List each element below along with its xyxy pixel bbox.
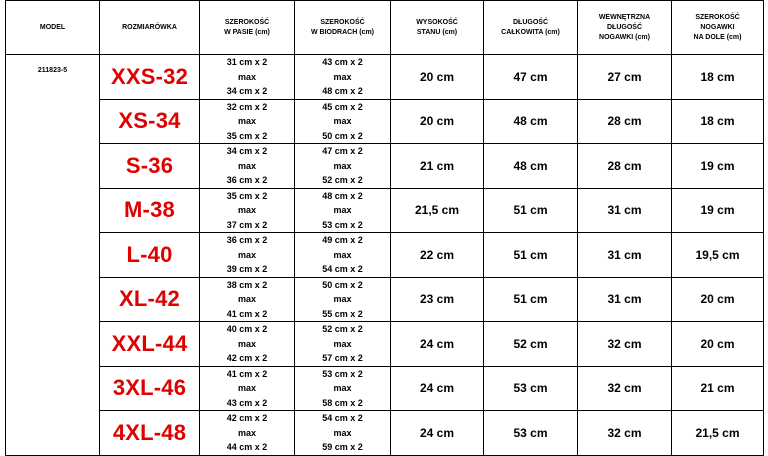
waist-cell xyxy=(200,233,295,278)
table-row xyxy=(6,144,764,189)
length-cell xyxy=(484,233,578,278)
inseam-value: 32 cm xyxy=(607,336,642,351)
hips-min: 52 cm x 2 xyxy=(322,324,363,334)
leg-opening-cell xyxy=(672,277,764,322)
header-line: STANU (cm) xyxy=(416,28,458,36)
table-row xyxy=(6,188,764,233)
inseam-cell xyxy=(578,366,672,411)
size-table-body xyxy=(6,55,764,456)
waist-max: 42 cm x 2 xyxy=(226,353,268,363)
rise-value: 21 cm xyxy=(419,158,455,173)
leg-opening-value: 19 cm xyxy=(700,158,735,173)
waist-sep: max xyxy=(237,427,256,438)
waist-sep: max xyxy=(237,294,256,304)
size-label: XL-42 xyxy=(119,286,180,312)
header-line: NOGAWKI (cm) xyxy=(599,33,650,41)
length-cell xyxy=(484,144,578,189)
hips-max: 53 cm x 2 xyxy=(322,219,363,230)
leg-opening-value: 20 cm xyxy=(700,292,735,307)
size-cell xyxy=(100,277,200,322)
rise-cell xyxy=(391,411,484,456)
header-row xyxy=(6,1,764,55)
header-model xyxy=(6,1,100,55)
hips-cell xyxy=(295,277,391,322)
waist-sep: max xyxy=(237,116,256,126)
size-cell xyxy=(100,366,200,411)
leg-opening-cell xyxy=(672,144,764,189)
header-size-label: ROZMIARÓWKA xyxy=(122,23,177,31)
leg-opening-cell xyxy=(672,366,764,411)
waist-cell xyxy=(200,188,295,233)
waist-max: 44 cm x 2 xyxy=(226,442,268,452)
size-label: XXS-32 xyxy=(110,63,189,89)
size-cell xyxy=(100,233,200,278)
size-label: 3XL-46 xyxy=(112,375,187,401)
header-line: NA DOLE (cm) xyxy=(693,33,742,41)
header-line: W BIODRACH (cm) xyxy=(311,28,374,36)
hips-max: 48 cm x 2 xyxy=(322,86,363,96)
length-cell xyxy=(484,411,578,456)
rise-value: 24 cm xyxy=(419,381,455,396)
rise-value: 24 cm xyxy=(419,336,455,351)
waist-max: 34 cm x 2 xyxy=(226,86,268,96)
length-cell xyxy=(484,322,578,367)
hips-cell xyxy=(295,411,391,456)
header-rise xyxy=(391,1,484,55)
waist-sep: max xyxy=(237,71,256,82)
header-size xyxy=(100,1,200,55)
rise-value: 22 cm xyxy=(419,247,455,262)
hips-sep: max xyxy=(333,116,352,126)
inseam-cell xyxy=(578,144,672,189)
hips-min: 45 cm x 2 xyxy=(322,101,363,112)
hips-sep: max xyxy=(333,294,352,304)
waist-sep: max xyxy=(237,205,256,215)
length-value: 48 cm xyxy=(513,158,548,173)
leg-opening-value: 20 cm xyxy=(700,336,735,351)
table-row xyxy=(6,366,764,411)
header-line: WYSOKOŚĆ xyxy=(416,18,458,26)
hips-cell xyxy=(295,99,391,144)
waist-sep: max xyxy=(237,249,256,260)
leg-opening-cell xyxy=(672,411,764,456)
leg-opening-cell xyxy=(672,188,764,233)
header-model-label: MODEL xyxy=(39,23,66,31)
size-label: XXL-44 xyxy=(111,330,188,356)
size-cell xyxy=(100,411,200,456)
inseam-cell xyxy=(578,233,672,278)
size-table xyxy=(5,0,764,456)
size-cell xyxy=(100,55,200,100)
hips-sep: max xyxy=(333,160,352,171)
hips-max: 50 cm x 2 xyxy=(322,130,363,141)
waist-min: 42 cm x 2 xyxy=(226,413,268,423)
rise-value: 23 cm xyxy=(419,292,455,307)
model-cell xyxy=(6,55,100,456)
waist-sep: max xyxy=(237,160,256,171)
leg-opening-cell xyxy=(672,322,764,367)
waist-max: 39 cm x 2 xyxy=(226,264,268,274)
rise-cell xyxy=(391,144,484,189)
hips-min: 47 cm x 2 xyxy=(322,146,363,156)
waist-cell xyxy=(200,411,295,456)
leg-opening-cell xyxy=(672,55,764,100)
hips-max: 59 cm x 2 xyxy=(322,442,363,452)
header-line: DŁUGOŚĆ xyxy=(607,23,642,31)
rise-cell xyxy=(391,99,484,144)
header-line: SZEROKOŚĆ xyxy=(320,18,365,26)
leg-opening-value: 18 cm xyxy=(700,114,735,129)
length-value: 48 cm xyxy=(513,114,548,129)
inseam-value: 31 cm xyxy=(607,292,642,307)
hips-min: 48 cm x 2 xyxy=(322,190,363,201)
header-line: DŁUGOŚĆ xyxy=(513,18,548,26)
hips-min: 50 cm x 2 xyxy=(322,279,363,290)
header-line: W PASIE (cm) xyxy=(224,28,270,36)
table-row xyxy=(6,322,764,367)
leg-opening-value: 21,5 cm xyxy=(695,425,740,440)
waist-sep: max xyxy=(237,383,256,393)
waist-max: 43 cm x 2 xyxy=(226,397,268,408)
size-cell xyxy=(100,322,200,367)
inseam-value: 31 cm xyxy=(607,247,642,262)
length-value: 53 cm xyxy=(513,425,548,440)
table-row xyxy=(6,411,764,456)
inseam-value: 28 cm xyxy=(607,114,642,129)
inseam-value: 32 cm xyxy=(607,381,642,396)
header-line: CAŁKOWITA (cm) xyxy=(501,28,560,36)
inseam-value: 28 cm xyxy=(607,158,642,173)
rise-cell xyxy=(391,366,484,411)
size-chart xyxy=(5,0,764,456)
inseam-cell xyxy=(578,55,672,100)
hips-sep: max xyxy=(333,205,352,215)
header-waist xyxy=(200,1,295,55)
hips-cell xyxy=(295,144,391,189)
waist-max: 36 cm x 2 xyxy=(226,175,268,185)
hips-cell xyxy=(295,55,391,100)
header-leg-opening xyxy=(672,1,764,55)
waist-cell xyxy=(200,322,295,367)
waist-min: 40 cm x 2 xyxy=(226,324,268,334)
hips-max: 58 cm x 2 xyxy=(322,397,363,408)
inseam-cell xyxy=(578,322,672,367)
leg-opening-value: 21 cm xyxy=(700,381,735,396)
waist-min: 32 cm x 2 xyxy=(226,101,268,112)
size-label: 4XL-48 xyxy=(112,419,187,445)
inseam-value: 32 cm xyxy=(607,425,642,440)
rise-cell xyxy=(391,277,484,322)
waist-min: 34 cm x 2 xyxy=(226,146,268,156)
size-cell xyxy=(100,99,200,144)
waist-min: 35 cm x 2 xyxy=(226,190,268,201)
hips-max: 54 cm x 2 xyxy=(322,264,363,274)
hips-min: 54 cm x 2 xyxy=(322,413,363,423)
waist-min: 36 cm x 2 xyxy=(226,235,268,245)
inseam-value: 31 cm xyxy=(607,203,642,218)
leg-opening-cell xyxy=(672,233,764,278)
hips-min: 49 cm x 2 xyxy=(322,235,363,245)
waist-cell xyxy=(200,144,295,189)
waist-min: 31 cm x 2 xyxy=(226,57,268,67)
waist-cell xyxy=(200,99,295,144)
leg-opening-cell xyxy=(672,99,764,144)
hips-min: 43 cm x 2 xyxy=(322,57,363,67)
hips-sep: max xyxy=(333,338,352,349)
table-row xyxy=(6,277,764,322)
waist-min: 38 cm x 2 xyxy=(226,279,268,290)
header-hips xyxy=(295,1,391,55)
hips-min: 53 cm x 2 xyxy=(322,368,363,379)
length-cell xyxy=(484,277,578,322)
header-line: NOGAWKI xyxy=(700,23,735,31)
rise-value: 20 cm xyxy=(419,114,455,129)
waist-min: 41 cm x 2 xyxy=(226,368,268,379)
length-value: 51 cm xyxy=(513,203,548,218)
rise-cell xyxy=(391,322,484,367)
waist-max: 35 cm x 2 xyxy=(226,130,268,141)
inseam-cell xyxy=(578,411,672,456)
table-row xyxy=(6,233,764,278)
length-value: 51 cm xyxy=(513,292,548,307)
header-length xyxy=(484,1,578,55)
hips-sep: max xyxy=(333,427,352,438)
rise-value: 20 cm xyxy=(419,69,455,84)
header-line: SZEROKOŚĆ xyxy=(224,18,270,26)
inseam-cell xyxy=(578,188,672,233)
rise-value: 24 cm xyxy=(419,425,455,440)
inseam-cell xyxy=(578,99,672,144)
hips-sep: max xyxy=(333,71,352,82)
length-value: 47 cm xyxy=(513,69,548,84)
length-cell xyxy=(484,188,578,233)
hips-cell xyxy=(295,188,391,233)
hips-sep: max xyxy=(333,249,352,260)
hips-cell xyxy=(295,366,391,411)
rise-cell xyxy=(391,233,484,278)
waist-cell xyxy=(200,55,295,100)
waist-cell xyxy=(200,277,295,322)
hips-max: 55 cm x 2 xyxy=(322,308,363,319)
length-value: 53 cm xyxy=(513,381,548,396)
waist-max: 41 cm x 2 xyxy=(226,308,268,319)
length-value: 52 cm xyxy=(513,336,548,351)
leg-opening-value: 18 cm xyxy=(700,69,735,84)
hips-cell xyxy=(295,233,391,278)
size-cell xyxy=(100,188,200,233)
length-cell xyxy=(484,99,578,144)
length-value: 51 cm xyxy=(513,247,548,262)
table-row xyxy=(6,99,764,144)
size-cell xyxy=(100,144,200,189)
waist-cell xyxy=(200,366,295,411)
hips-cell xyxy=(295,322,391,367)
header-line: SZEROKOŚĆ xyxy=(695,13,740,21)
size-label: M-38 xyxy=(124,197,175,223)
hips-max: 57 cm x 2 xyxy=(322,353,363,363)
inseam-value: 27 cm xyxy=(607,69,642,84)
rise-cell xyxy=(391,188,484,233)
hips-max: 52 cm x 2 xyxy=(322,175,363,185)
model-code: 211823-5 xyxy=(37,67,68,74)
waist-sep: max xyxy=(237,338,256,349)
header-line: WEWNĘTRZNA xyxy=(598,13,651,21)
inseam-cell xyxy=(578,277,672,322)
size-label: L-40 xyxy=(126,241,173,267)
leg-opening-value: 19,5 cm xyxy=(695,247,740,262)
size-label: XS-34 xyxy=(118,108,181,134)
length-cell xyxy=(484,366,578,411)
header-inseam xyxy=(578,1,672,55)
leg-opening-value: 19 cm xyxy=(700,203,735,218)
table-row xyxy=(6,55,764,100)
rise-cell xyxy=(391,55,484,100)
waist-max: 37 cm x 2 xyxy=(226,219,268,230)
length-cell xyxy=(484,55,578,100)
rise-value: 21,5 cm xyxy=(414,203,460,218)
size-label: S-36 xyxy=(125,152,174,178)
hips-sep: max xyxy=(333,383,352,393)
